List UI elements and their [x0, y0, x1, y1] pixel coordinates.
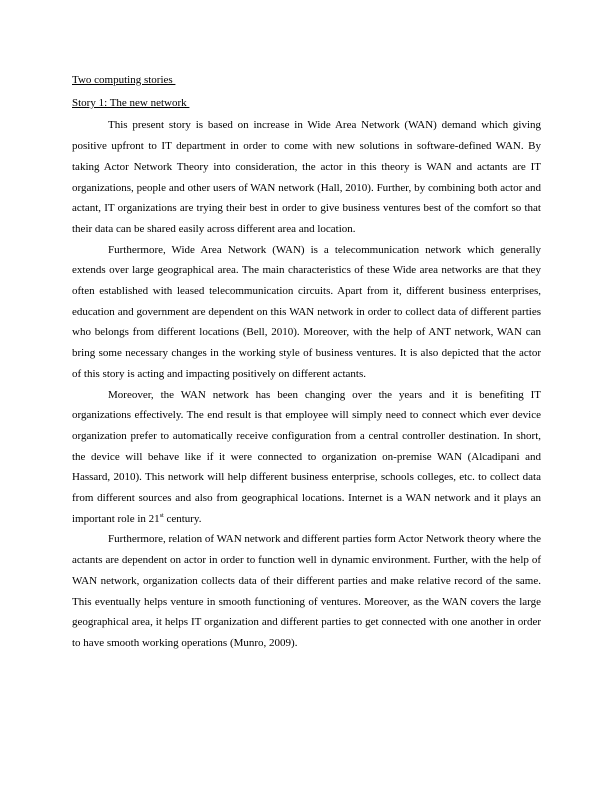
paragraph-3-text: Moreover, the WAN network has been changing over the years and it is benefiting IT organizations effectively. The end result is that employee will simply need to connect which ever device organization prefer to automatically receive configuration from a central controller destination. In short, the device will behave like if it were connected to organization on-premise WAN (Alcadipani and Hassard, 2010). This network will help different business enterprise, schools colleges, etc. to collect data from different sources and also from geographical locations. Internet is a WAN network and it plays an important role in 21: [72, 388, 541, 525]
paragraph-3: [72, 385, 541, 530]
document-title: Two computing stories: [72, 74, 176, 86]
paragraph-1: This present story is based on increase in Wide Area Network (WAN) demand which giving positive upfront to IT department in order to come with new solutions in software-defined WAN. By taking Actor Network Theory into consideration, the actor in this theory is WAN and actants are IT organizations, people and other users of WAN network (Hall, 2010). Further, by combining both actor and actant, IT organizations are trying their best in order to give business ventures best of the comfort so that their data can be shared easily across different area and location.: [72, 119, 541, 235]
document-body: [72, 70, 541, 654]
paragraph-2: Furthermore, Wide Area Network (WAN) is a telecommunication network which generally extends over large geographical area. The main characteristics of these Wide area networks are that they often established with leased telecommunication circuits. Apart from it, different business enterprises, education and government are dependent on this WAN network in order to collect data of different parties who belongs from different locations (Bell, 2010). Moreover, with the help of ANT network, WAN can bring some necessary changes in the working style of business ventures. It is also depicted that the actor of this story is acting and impacting positively on different actants.: [72, 243, 541, 380]
paragraph-3-text-end: century.: [163, 512, 202, 525]
ordinal-superscript: st: [159, 512, 164, 519]
paragraph-4: Furthermore, relation of WAN network and different parties form Actor Network theory where the actants are dependent on actor in order to function well in dynamic environment. Further, with the help of WAN network, organization collects data of their different parties and make relative record of the same. This eventually helps venture in smooth functioning of ventures. Moreover, as the WAN covers the large geographical area, it helps IT organization and different parties to get connected with one another in order to have smooth working operations (Munro, 2009).: [72, 533, 541, 649]
section-heading: Story 1: The new network: [72, 96, 190, 109]
